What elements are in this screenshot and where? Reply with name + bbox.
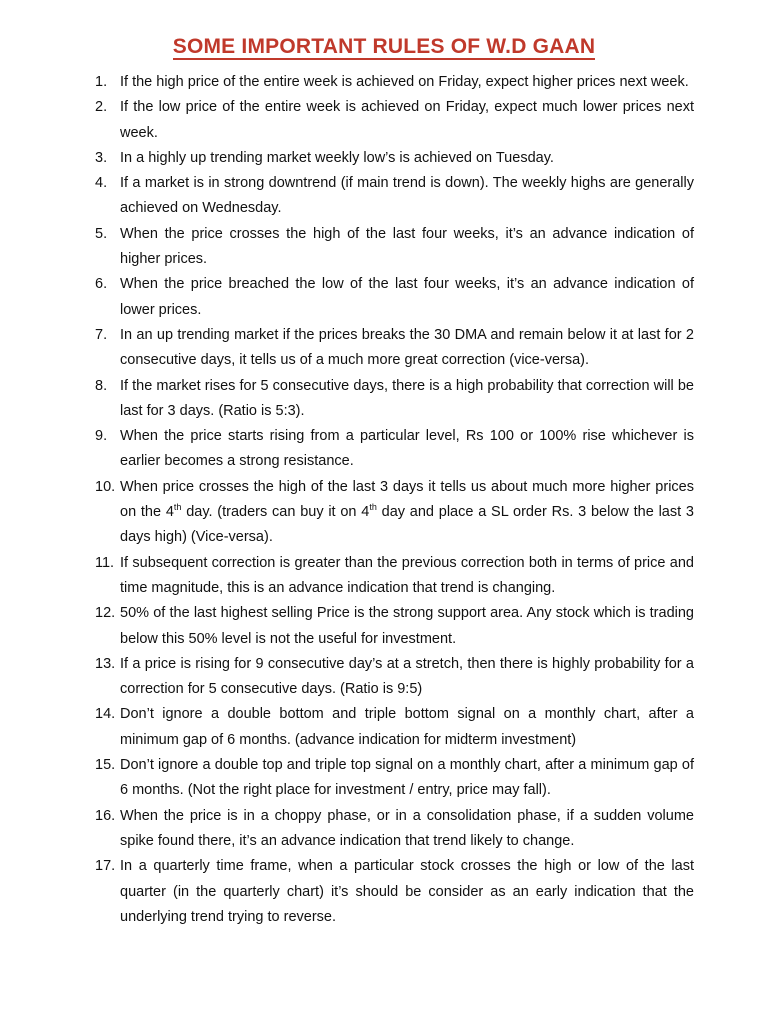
rule-number: 4.	[95, 175, 108, 192]
rule-item-4	[0, 171, 768, 222]
rule-item-13	[0, 652, 768, 703]
rule-text: If a market is in strong downtrend (if main trend is down). The weekly highs are generally achieved on Wednesday.	[120, 175, 694, 217]
rule-text: Don’t ignore a double bottom and triple bottom signal on a monthly chart, after a minimum gap of 6 months. (advance indication for midterm investment)	[120, 706, 694, 748]
rule-text: When the price starts rising from a particular level, Rs 100 or 100% rise whichever is earlier becomes a strong resistance.	[120, 428, 694, 470]
rule-item-3	[0, 146, 768, 171]
rule-number: 8.	[95, 377, 108, 394]
rule-number: 13.	[95, 655, 116, 672]
superscript: th	[369, 502, 377, 513]
rule-item-15	[0, 753, 768, 804]
rule-number: 11.	[95, 554, 115, 571]
rule-number: 10.	[95, 478, 116, 495]
rule-text: Don’t ignore a double top and triple top signal on a monthly chart, after a minimum gap of 6 months. (Not the right place for investment / entry, price may fall).	[120, 757, 694, 799]
rule-text: If the market rises for 5 consecutive days, there is a high probability that correction will be last for 3 days. (Ratio is 5:3).	[120, 377, 694, 419]
rule-number: 6.	[95, 276, 108, 293]
superscript: th	[173, 502, 182, 513]
rule-number: 5.	[95, 225, 108, 242]
rule-number: 9.	[95, 428, 108, 445]
rule-item-10	[0, 475, 768, 551]
rule-text: If subsequent correction is greater than the previous correction both in terms of price and time magnitude, this is an advance indication that trend is changing.	[120, 554, 694, 596]
rule-text: When the price is in a choppy phase, or in a consolidation phase, if a sudden volume spike found there, it’s an advance indication that trend likely to change.	[120, 807, 694, 849]
rules-list	[0, 70, 768, 930]
rule-item-2	[0, 95, 768, 146]
rule-item-12	[0, 601, 768, 652]
rule-text: When price crosses the high of the last 3 days it tells us about much more higher prices on the 4th day. (traders can buy it on 4th day and place a SL order Rs. 3 below the last 3 days high) (Vice-versa).	[120, 478, 694, 546]
rule-item-6	[0, 272, 768, 323]
rule-item-1	[0, 70, 768, 95]
rule-item-14	[0, 702, 768, 753]
rule-number: 3.	[95, 149, 108, 166]
rule-number: 12.	[95, 605, 116, 622]
rule-item-16	[0, 804, 768, 855]
rule-number: 2.	[95, 99, 108, 116]
page-title-text: SOME IMPORTANT RULES OF W.D GAAN	[172, 35, 596, 58]
rule-number: 16.	[95, 807, 116, 824]
rule-item-9	[0, 424, 768, 475]
rule-text: When the price crosses the high of the last four weeks, it’s an advance indication of higher prices.	[120, 225, 694, 268]
rule-text: If the high price of the entire week is achieved on Friday, expect higher prices next week.	[120, 74, 689, 90]
rule-number: 15.	[95, 757, 116, 774]
rule-text: If the low price of the entire week is achieved on Friday, expect much lower prices next week.	[120, 99, 694, 141]
rule-text: In an up trending market if the prices breaks the 30 DMA and remain below it at last for 2 consecutive days, it tells us of a much more great correction (vice-versa).	[120, 326, 694, 369]
rule-text: In a highly up trending market weekly low’s is achieved on Tuesday.	[120, 149, 554, 166]
rule-item-17	[0, 854, 768, 930]
rule-text: In a quarterly time frame, when a particular stock crosses the high or low of the last quarter (in the quarterly chart) it’s should be consider as an early indication that the underlying trend trying to reverse.	[120, 858, 694, 925]
rule-text: If a price is rising for 9 consecutive day’s at a stretch, then there is highly probability for a correction for 5 consecutive days. (Ratio is 9:5)	[120, 655, 694, 698]
rule-item-5	[0, 222, 768, 273]
rule-number: 14.	[95, 706, 116, 723]
page-title	[0, 34, 768, 60]
rule-number: 1.	[95, 74, 108, 90]
rule-text: When the price breached the low of the last four weeks, it’s an advance indication of lower prices.	[120, 276, 694, 318]
rule-number: 7.	[95, 326, 108, 343]
rule-text: 50% of the last highest selling Price is the strong support area. Any stock which is trading below this 50% level is not the useful for investment.	[120, 605, 694, 647]
rule-item-11	[0, 551, 768, 602]
rule-number: 17.	[95, 858, 116, 875]
rule-item-8	[0, 374, 768, 425]
rule-item-7	[0, 323, 768, 374]
